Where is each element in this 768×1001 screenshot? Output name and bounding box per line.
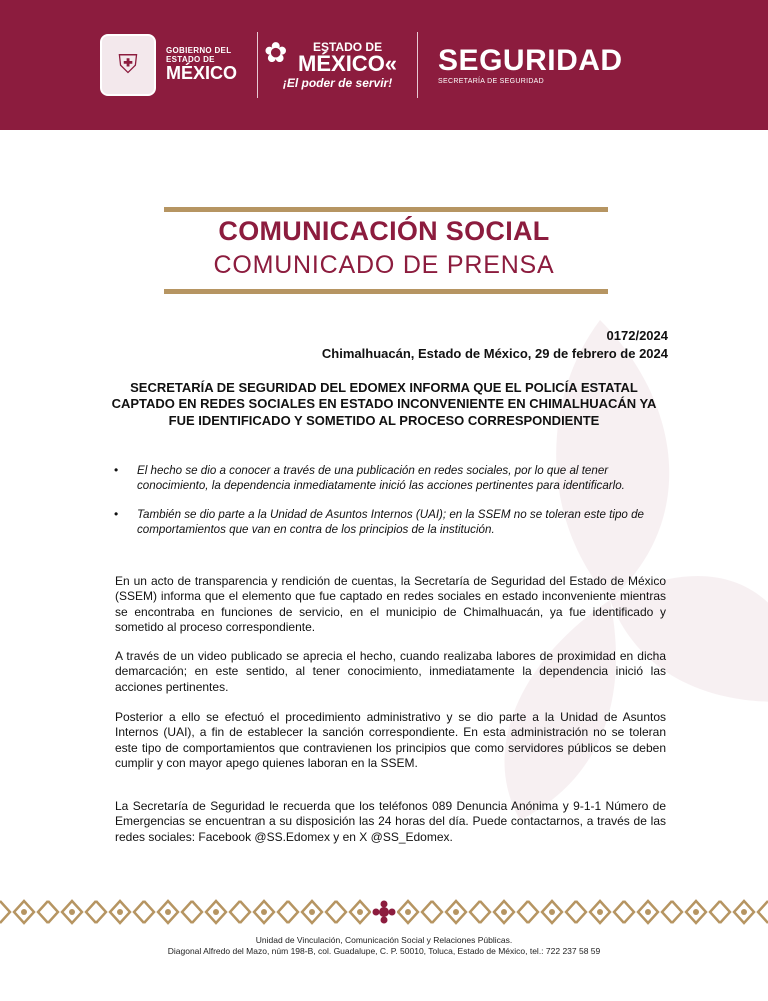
- gov-small-label: GOBIERNO DEL: [166, 46, 232, 56]
- flower-logo-icon: ✿: [264, 37, 288, 68]
- header-divider: [257, 32, 258, 98]
- gov-state-label: ESTADO DE: [166, 54, 215, 64]
- body-paragraph: Posterior a ello se efectuó el procedimiento administrativo y se dio parte a la Unidad de Asuntos Internos (UAI), a fin de establecer la sanción correspondiente. En esta administración no se toleran este tipo de comportamientos que contravienen los principios que como servidores públicos se deben cumplir y con mayor apego quienes laboran en la SSEM.: [115, 710, 666, 771]
- header-logos: [100, 30, 623, 100]
- list-item: [110, 463, 670, 493]
- release-headline: SECRETARÍA DE SEGURIDAD DEL EDOMEX INFORMA QUE EL POLICÍA ESTATAL CAPTADO EN REDES SOCIALES EN ESTADO INCONVENIENTE EN CHIMALHUACÁN YA FUE IDENTIFICADO Y SOMETIDO AL PROCESO CORRESPONDIENTE: [111, 380, 657, 428]
- list-item: [110, 507, 670, 537]
- edo-top-label: ESTADO DE: [312, 40, 383, 54]
- bullet-icon: •: [114, 507, 119, 522]
- body-paragraph: La Secretaría de Seguridad le recuerda que los teléfonos 089 Denuncia Anónima y 9-1-1 Número de Emergencias se encuentran a su disposición las 24 horas del día. Puede contactarnos, a través de las redes sociales: Facebook @SS.Edomex y en X @SS_Edomex.: [115, 799, 666, 844]
- gov-big-label: MÉXICO: [166, 62, 238, 83]
- footer-ornament: [0, 897, 768, 927]
- seguridad-logo: [438, 43, 623, 85]
- body-paragraph: A través de un video publicado se aprecia el hecho, cuando realizaba labores de proximidad en dicha demarcación; en este sentido, al tener conocimiento, inmediatamente la dependencia inició las acciones pertinentes.: [115, 649, 666, 694]
- estado-mexico-logo: [264, 37, 398, 90]
- release-place-date: Chimalhuacán, Estado de México, 29 de febrero de 2024: [321, 345, 668, 361]
- footer-address: Diagonal Alfredo del Mazo, núm 198-B, col. Guadalupe, C. P. 50010, Toluca, Estado de México, tel.: 722 237 58 59: [167, 946, 601, 957]
- release-reference: [322, 327, 668, 362]
- edo-big-label: MÉXICO«: [298, 51, 398, 76]
- seguridad-title: SEGURIDAD: [438, 43, 623, 77]
- gobierno-logo-text: [166, 47, 237, 83]
- bullet-text: También se dio parte a la Unidad de Asuntos Internos (UAI); en la SSEM no se toleran este tipo de comportamientos que van en contra de los principios de la institución.: [137, 508, 644, 537]
- body-paragraph: En un acto de transparencia y rendición de cuentas, la Secretaría de Seguridad del Estado de México (SSEM) informa que el elemento que fue captado en redes sociales en estado inconveniente mientras se encontraba en funciones de servicio, en el municipio de Chimalhuacán, ya fue identificado y sometido al proceso correspondiente.: [115, 574, 666, 635]
- bullet-text: El hecho se dio a conocer a través de una publicación en redes sociales, por lo que al tener conocimiento, la dependencia inmediatamente inició las acciones pertinentes para identificarlo.: [137, 464, 625, 493]
- header-band: [0, 0, 768, 130]
- bullet-icon: •: [114, 463, 119, 477]
- footer-contact: [0, 935, 768, 958]
- title-bottom-rule: [164, 289, 608, 294]
- state-seal-icon: ⛨: [100, 34, 156, 96]
- summary-bullets: [110, 463, 670, 551]
- title-top-rule: [164, 207, 608, 212]
- footer-unit: Unidad de Vinculación, Comunicación Social y Relaciones Públicas.: [255, 935, 513, 945]
- page-subtitle: COMUNICADO DE PRENSA: [213, 251, 555, 279]
- edo-slogan: ¡El poder de servir!: [282, 76, 393, 90]
- release-number: 0172/2024: [606, 328, 668, 343]
- seguridad-subtitle: SECRETARÍA DE SEGURIDAD: [438, 77, 545, 85]
- page-title: COMUNICACIÓN SOCIAL: [218, 216, 550, 246]
- header-divider: [417, 32, 418, 98]
